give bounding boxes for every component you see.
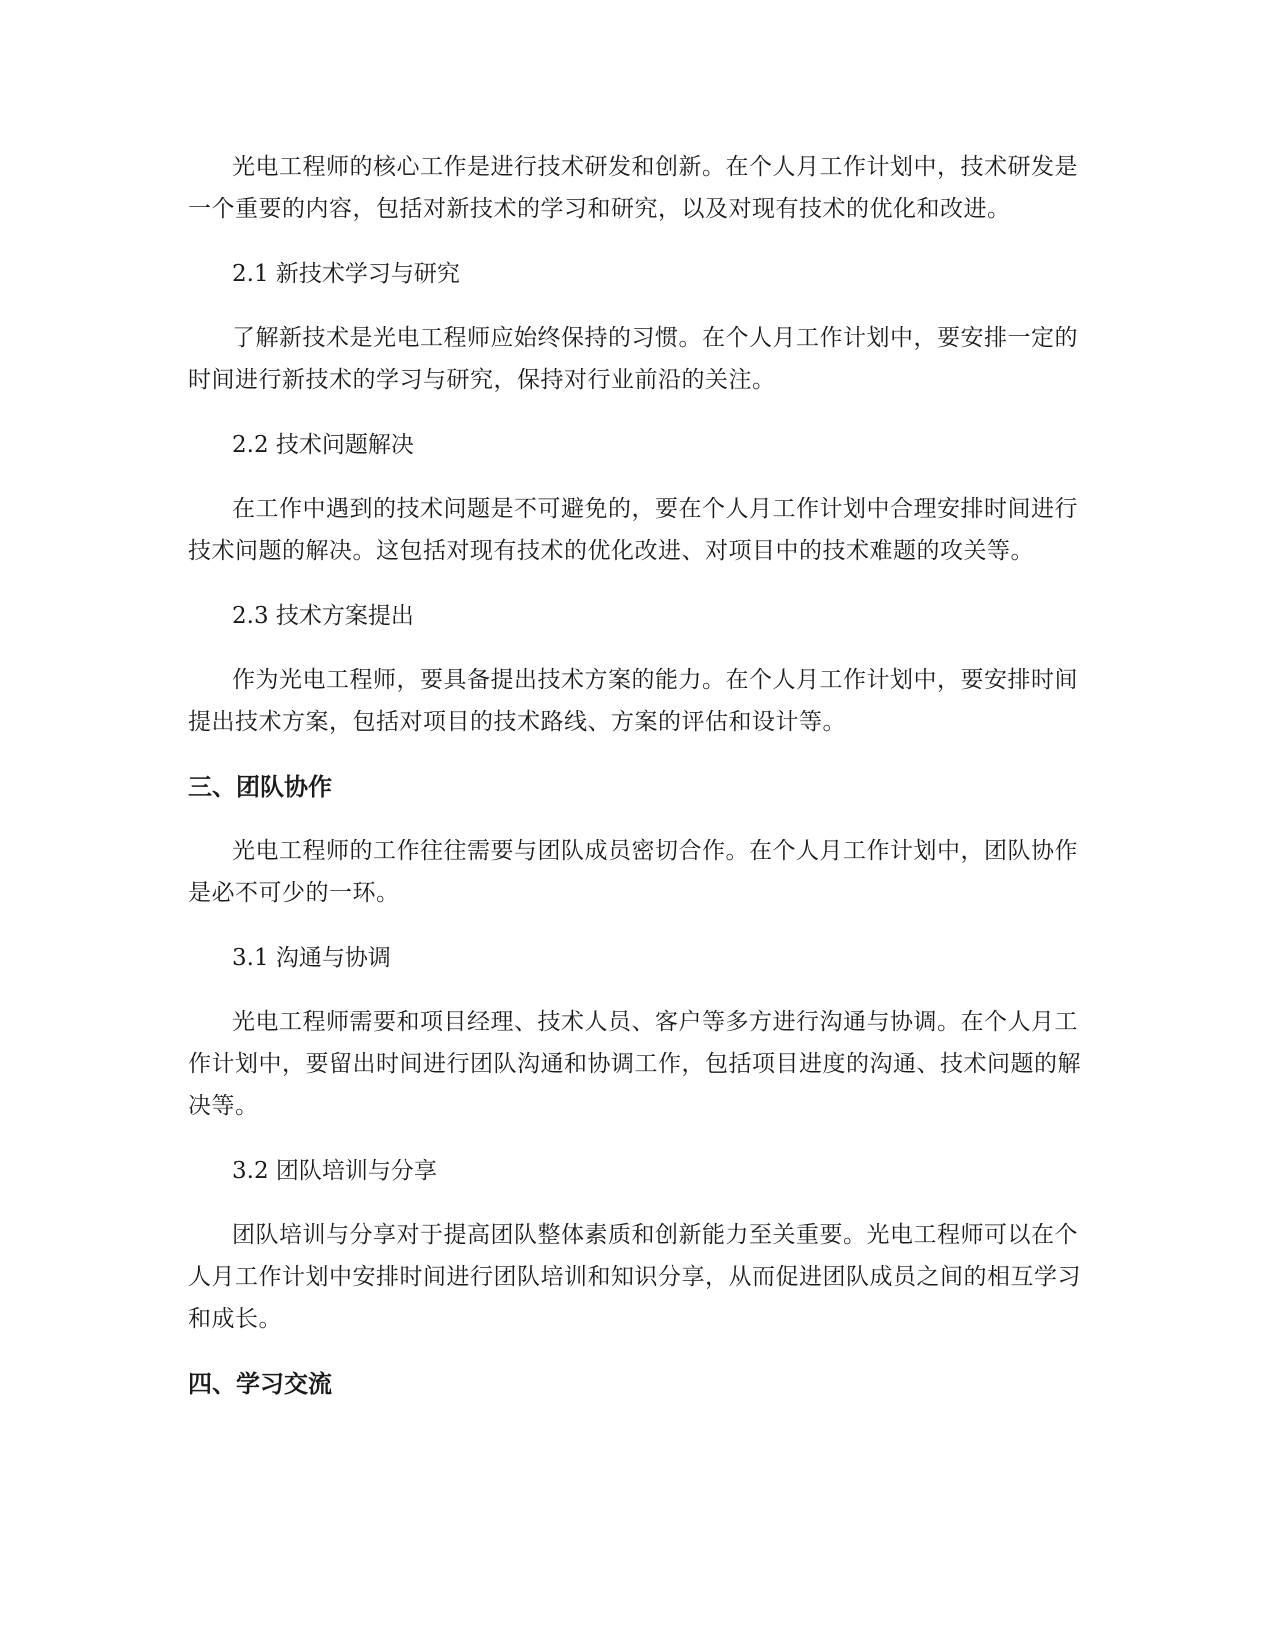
section-3-heading: 三、团队协作 <box>188 773 332 801</box>
section-3-2-title: 3.2 团队培训与分享 <box>232 1158 437 1184</box>
section-2-2-title: 2.2 技术问题解决 <box>232 432 414 458</box>
section-2-3-paragraph: 作为光电工程师，要具备提出技术方案的能力。在个人月工作计划中，要安排时间提出技术方案，包括对项目的技术路线、方案的评估和设计等。 <box>188 667 1078 735</box>
section-2-1-title: 2.1 新技术学习与研究 <box>232 261 460 287</box>
section-4-heading: 四、学习交流 <box>188 1370 332 1398</box>
section-2-2-paragraph: 在工作中遇到的技术问题是不可避免的，要在个人月工作计划中合理安排时间进行技术问题的解决。这包括对现有技术的优化改进、对项目中的技术难题的攻关等。 <box>188 496 1078 564</box>
section-3-1-paragraph: 光电工程师需要和项目经理、技术人员、客户等多方进行沟通与协调。在个人月工作计划中，要留出时间进行团队沟通和协调工作，包括项目进度的沟通、技术问题的解决等。 <box>188 1009 1081 1119</box>
section-2-1-paragraph: 了解新技术是光电工程师应始终保持的习惯。在个人月工作计划中，要安排一定的时间进行新技术的学习与研究，保持对行业前沿的关注。 <box>188 325 1078 393</box>
section-2-3-title: 2.3 技术方案提出 <box>232 603 414 629</box>
intro-paragraph: 光电工程师的核心工作是进行技术研发和创新。在个人月工作计划中，技术研发是一个重要的内容，包括对新技术的学习和研究，以及对现有技术的优化和改进。 <box>188 154 1078 222</box>
section-3-2-paragraph: 团队培训与分享对于提高团队整体素质和创新能力至关重要。光电工程师可以在个人月工作计划中安排时间进行团队培训和知识分享，从而促进团队成员之间的相互学习和成长。 <box>188 1222 1081 1332</box>
section-3-1-title: 3.1 沟通与协调 <box>232 945 391 971</box>
section-3-intro-paragraph: 光电工程师的工作往往需要与团队成员密切合作。在个人月工作计划中，团队协作是必不可少的一环。 <box>188 838 1078 906</box>
document-body <box>188 146 1091 1427</box>
